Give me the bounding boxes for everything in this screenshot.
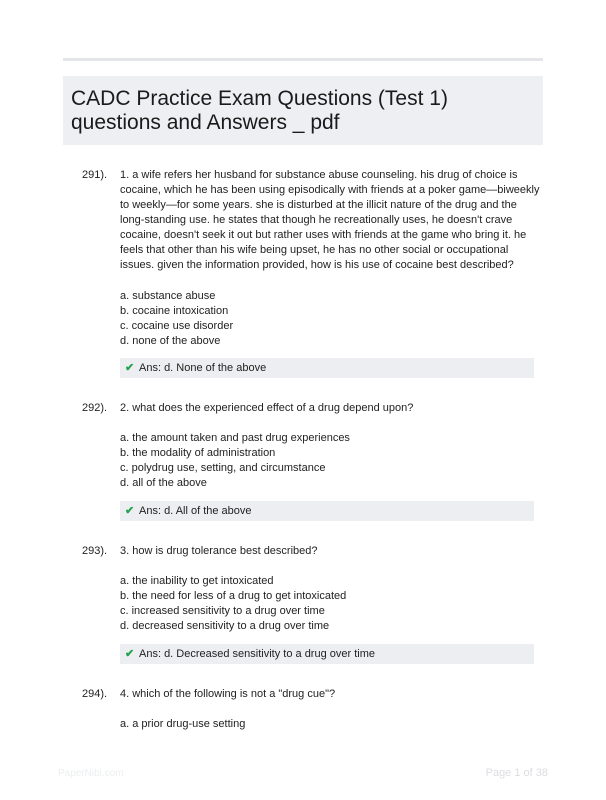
option-b: b. the modality of administration — [120, 447, 276, 459]
option-a: a. substance abuse — [120, 290, 216, 302]
options-list — [120, 574, 540, 634]
answer-text: Ans: d. Decreased sensitivity to a drug over time — [139, 648, 375, 660]
options-list — [120, 717, 540, 732]
footer-site: PaperNibi.com — [58, 768, 124, 779]
answer-box — [120, 501, 534, 521]
title-banner — [63, 76, 543, 145]
answer-box — [120, 358, 534, 378]
question-number: 294). — [82, 688, 108, 700]
top-divider — [63, 58, 543, 61]
question-number: 293). — [82, 545, 108, 557]
question-number: 291). — [82, 169, 108, 181]
option-c: c. increased sensitivity to a drug over time — [120, 605, 325, 617]
answer-text: Ans: d. None of the above — [139, 362, 267, 374]
option-d: d. decreased sensitivity to a drug over time — [120, 620, 330, 632]
check-icon: ✔ — [125, 362, 135, 374]
question-text: 1. a wife refers her husband for substance abuse counseling. his drug of choice is cocaine, which he has been using episodically with friends at a poker game—biweekly to weekly—for some years. she is disturbed at the illicit nature of the drug and the long-standing use. he states that though he recreationally uses, he doesn't crave cocaine, doesn't seek it out but rather uses with friends at the game who bring it. he feels that other than his wife being upset, he has no other social or occupational issues. given the information provided, how is his use of cocaine best described? — [120, 169, 540, 271]
document-title: CADC Practice Exam Questions (Test 1) questions and Answers _ pdf — [71, 87, 448, 134]
option-a: a. the amount taken and past drug experiences — [120, 432, 350, 444]
option-b: b. the need for less of a drug to get intoxicated — [120, 590, 347, 602]
option-a: a. the inability to get intoxicated — [120, 575, 274, 587]
options-list — [120, 431, 540, 491]
question-text: 2. what does the experienced effect of a drug depend upon? — [120, 402, 414, 414]
option-a: a. a prior drug-use setting — [120, 718, 246, 730]
answer-text: Ans: d. All of the above — [139, 505, 252, 517]
option-d: d. all of the above — [120, 477, 207, 489]
option-c: c. polydrug use, setting, and circumstance — [120, 462, 326, 474]
answer-box — [120, 644, 534, 664]
check-icon: ✔ — [125, 505, 135, 517]
question-text: 3. how is drug tolerance best described? — [120, 545, 318, 557]
question-text: 4. which of the following is not a "drug cue"? — [120, 688, 336, 700]
check-icon: ✔ — [125, 648, 135, 660]
options-list — [120, 289, 540, 349]
question-number: 292). — [82, 402, 108, 414]
option-d: d. none of the above — [120, 335, 221, 347]
page-indicator: Page 1 of 38 — [485, 767, 548, 779]
option-b: b. cocaine intoxication — [120, 305, 229, 317]
option-c: c. cocaine use disorder — [120, 320, 234, 332]
